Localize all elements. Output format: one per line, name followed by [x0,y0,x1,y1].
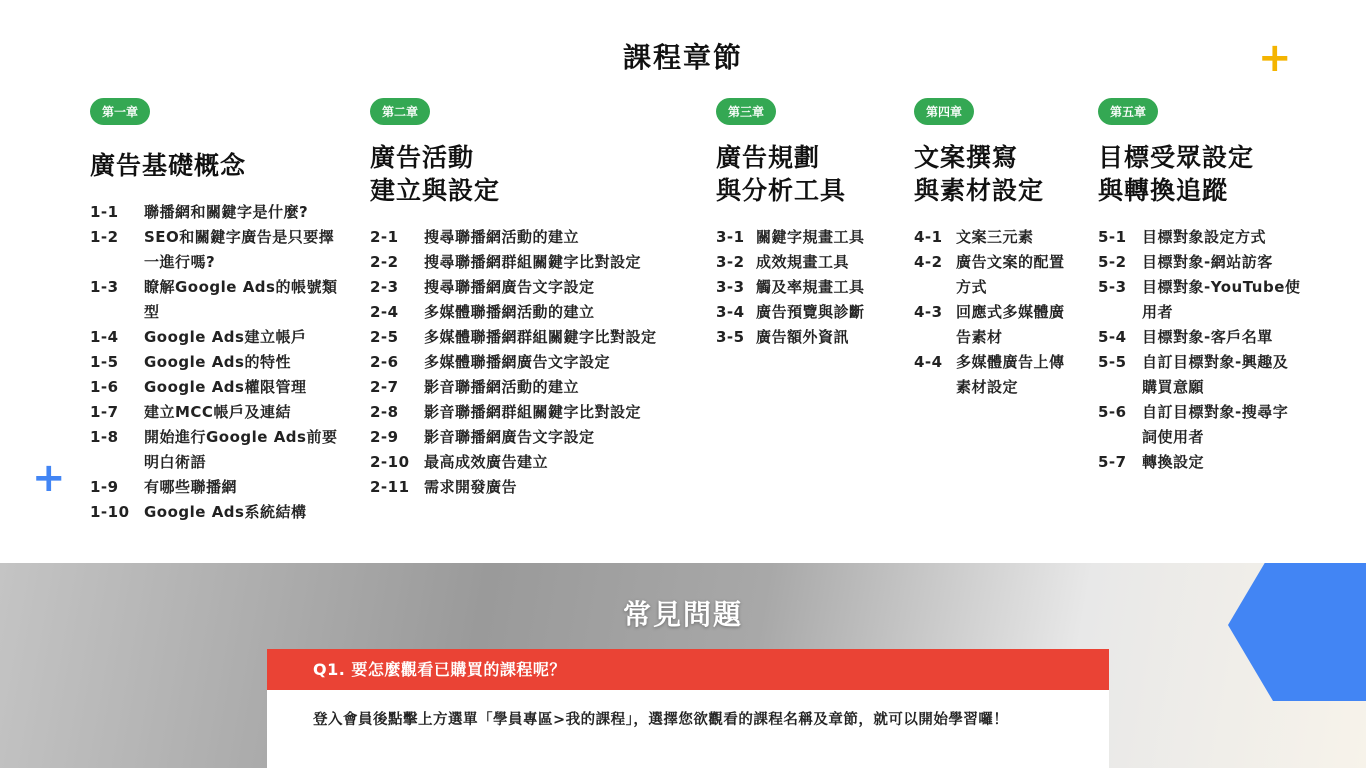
lesson-title: 影音聯播網廣告文字設定 [424,428,595,446]
lesson-item[interactable] [90,200,350,225]
chapter-title-line: 廣告活動 [370,143,475,172]
chapter-3 [716,98,896,350]
lesson-item[interactable] [1098,400,1328,450]
lesson-number: 3-4 [716,303,745,321]
faq-question[interactable]: Q1. 要怎麼觀看已購買的課程呢？ [267,649,1109,690]
lesson-item[interactable] [1098,250,1328,275]
lesson-title: 影音聯播網活動的建立 [424,378,580,396]
lesson-list [914,225,1084,400]
lesson-item[interactable] [716,275,896,300]
lesson-number: 3-1 [716,228,745,246]
lesson-item[interactable] [1098,325,1328,350]
lesson-item[interactable] [716,300,896,325]
faq-answer: 登入會員後點擊上方選單「學員專區>我的課程」，選擇您欲觀看的課程名稱及章節，就可以開始學習囉！ [267,690,1109,768]
lesson-item[interactable] [370,400,700,425]
lesson-number: 4-4 [914,353,943,371]
chapter-title [716,141,896,207]
plus-icon: + [1258,35,1292,81]
lesson-item[interactable] [90,500,350,525]
lesson-title: 回應式多媒體廣告素材 [956,303,1065,346]
lesson-number: 2-8 [370,403,399,421]
lesson-item[interactable] [90,425,350,475]
lesson-title: 建立MCC帳戶及連結 [144,403,291,421]
lesson-number: 1-7 [90,403,119,421]
chapter-badge: 第一章 [90,98,150,125]
lesson-item[interactable] [914,225,1084,250]
chapter-badge: 第三章 [716,98,776,125]
lesson-title: Google Ads權限管理 [144,378,307,396]
lesson-item[interactable] [1098,450,1328,475]
lesson-item[interactable] [716,225,896,250]
lesson-title: 成效規畫工具 [756,253,850,271]
lesson-item[interactable] [370,425,700,450]
section-title: 課程章節 [622,41,743,74]
chapter-badge: 第二章 [370,98,430,125]
lesson-number: 2-11 [370,478,410,496]
lesson-title: 觸及率規畫工具 [756,278,865,296]
chapter-title-line: 與轉換追蹤 [1098,176,1229,205]
lesson-item[interactable] [370,300,700,325]
lesson-item[interactable] [90,375,350,400]
lesson-item[interactable] [370,375,700,400]
lesson-number: 1-6 [90,378,119,396]
lesson-title: 搜尋聯播網廣告文字設定 [424,278,595,296]
lesson-item[interactable] [90,275,350,325]
lesson-item[interactable] [90,475,350,500]
chapter-title [370,141,700,207]
lesson-item[interactable] [716,250,896,275]
lesson-title: 廣告文案的配置方式 [956,253,1065,296]
lesson-list [90,200,350,525]
chapter-2 [370,98,700,500]
lesson-title: 廣告預覽與診斷 [756,303,865,321]
chapter-1 [90,98,350,525]
chapter-title [914,141,1084,207]
lesson-item[interactable] [370,225,700,250]
lesson-item[interactable] [370,275,700,300]
lesson-number: 1-8 [90,428,119,446]
chapter-title-line: 目標受眾設定 [1098,143,1255,172]
lesson-item[interactable] [914,250,1084,300]
lesson-list [1098,225,1328,475]
chapter-title [1098,141,1328,207]
faq-item [267,649,1109,768]
lesson-title: 目標對象-網站訪客 [1142,253,1273,271]
lesson-title: 多媒體廣告上傳素材設定 [956,353,1065,396]
chapter-badge: 第四章 [914,98,974,125]
lesson-title: Google Ads建立帳戶 [144,328,307,346]
lesson-number: 1-2 [90,228,119,246]
lesson-number: 2-4 [370,303,399,321]
lesson-number: 5-2 [1098,253,1127,271]
lesson-title: 目標對象-客戶名單 [1142,328,1273,346]
lesson-item[interactable] [1098,350,1328,400]
lesson-title: 文案三元素 [956,228,1034,246]
chapter-title [90,149,350,182]
lesson-title: 搜尋聯播網活動的建立 [424,228,580,246]
lesson-list [716,225,896,350]
chapter-5 [1098,98,1328,475]
chapter-badge: 第五章 [1098,98,1158,125]
lesson-title: 最高成效廣告建立 [424,453,549,471]
lesson-number: 1-4 [90,328,119,346]
lesson-number: 1-3 [90,278,119,296]
lesson-title: 自訂目標對象-興趣及購買意願 [1142,353,1289,396]
lesson-number: 5-5 [1098,353,1127,371]
chapter-4 [914,98,1084,400]
lesson-item[interactable] [90,400,350,425]
lesson-item[interactable] [1098,225,1328,250]
lesson-list [370,225,700,500]
lesson-item[interactable] [370,325,700,350]
lesson-title: 搜尋聯播網群組關鍵字比對設定 [424,253,642,271]
lesson-item[interactable] [90,350,350,375]
lesson-item[interactable] [90,225,350,275]
lesson-number: 5-6 [1098,403,1127,421]
lesson-title: 聯播網和關鍵字是什麼? [144,203,309,221]
lesson-item[interactable] [370,350,700,375]
lesson-title: 多媒體聯播網廣告文字設定 [424,353,611,371]
lesson-item[interactable] [914,300,1084,350]
lesson-number: 2-3 [370,278,399,296]
lesson-number: 4-1 [914,228,943,246]
lesson-item[interactable] [914,350,1084,400]
lesson-title: 影音聯播網群組關鍵字比對設定 [424,403,642,421]
lesson-title: Google Ads的特性 [144,353,291,371]
lesson-item[interactable] [716,325,896,350]
lesson-number: 4-2 [914,253,943,271]
lesson-number: 2-5 [370,328,399,346]
chapter-title-line: 與素材設定 [914,176,1045,205]
chapter-title-line: 廣告基礎概念 [90,151,247,180]
lesson-title: 有哪些聯播網 [144,478,238,496]
lesson-item[interactable] [370,250,700,275]
chapter-title-line: 建立與設定 [370,176,501,205]
lesson-title: 多媒體聯播網活動的建立 [424,303,595,321]
faq-section [0,563,1366,768]
lesson-title: 開始進行Google Ads前要明白術語 [144,428,338,471]
lesson-title: 轉換設定 [1142,453,1205,471]
lesson-number: 2-2 [370,253,399,271]
lesson-title: 目標對象設定方式 [1142,228,1267,246]
lesson-title: 多媒體聯播網群組關鍵字比對設定 [424,328,657,346]
lesson-number: 5-7 [1098,453,1127,471]
lesson-number: 5-1 [1098,228,1127,246]
lesson-number: 4-3 [914,303,943,321]
lesson-item[interactable] [370,475,700,500]
lesson-number: 1-9 [90,478,119,496]
lesson-title: 自訂目標對象-搜尋字詞使用者 [1142,403,1289,446]
lesson-number: 2-1 [370,228,399,246]
lesson-item[interactable] [90,325,350,350]
lesson-number: 2-6 [370,353,399,371]
lesson-title: SEO和關鍵字廣告是只要擇一進行嗎? [144,228,335,271]
lesson-item[interactable] [1098,275,1328,325]
lesson-title: Google Ads系統結構 [144,503,307,521]
plus-icon: + [32,455,66,501]
lesson-number: 3-2 [716,253,745,271]
chapter-title-line: 與分析工具 [716,176,847,205]
lesson-number: 5-4 [1098,328,1127,346]
lesson-item[interactable] [370,450,700,475]
lesson-number: 2-7 [370,378,399,396]
lesson-title: 瞭解Google Ads的帳號類型 [144,278,338,321]
lesson-title: 目標對象-YouTube使用者 [1142,278,1301,321]
lesson-number: 2-9 [370,428,399,446]
chapter-title-line: 文案撰寫 [914,143,1019,172]
lesson-number: 1-10 [90,503,130,521]
faq-title: 常見問題 [622,598,743,631]
lesson-number: 1-1 [90,203,119,221]
lesson-title: 需求開發廣告 [424,478,518,496]
lesson-number: 3-5 [716,328,745,346]
lesson-number: 2-10 [370,453,410,471]
lesson-number: 3-3 [716,278,745,296]
lesson-title: 廣告額外資訊 [756,328,850,346]
lesson-number: 1-5 [90,353,119,371]
chapter-title-line: 廣告規劃 [716,143,821,172]
lesson-number: 5-3 [1098,278,1127,296]
lesson-title: 關鍵字規畫工具 [756,228,865,246]
